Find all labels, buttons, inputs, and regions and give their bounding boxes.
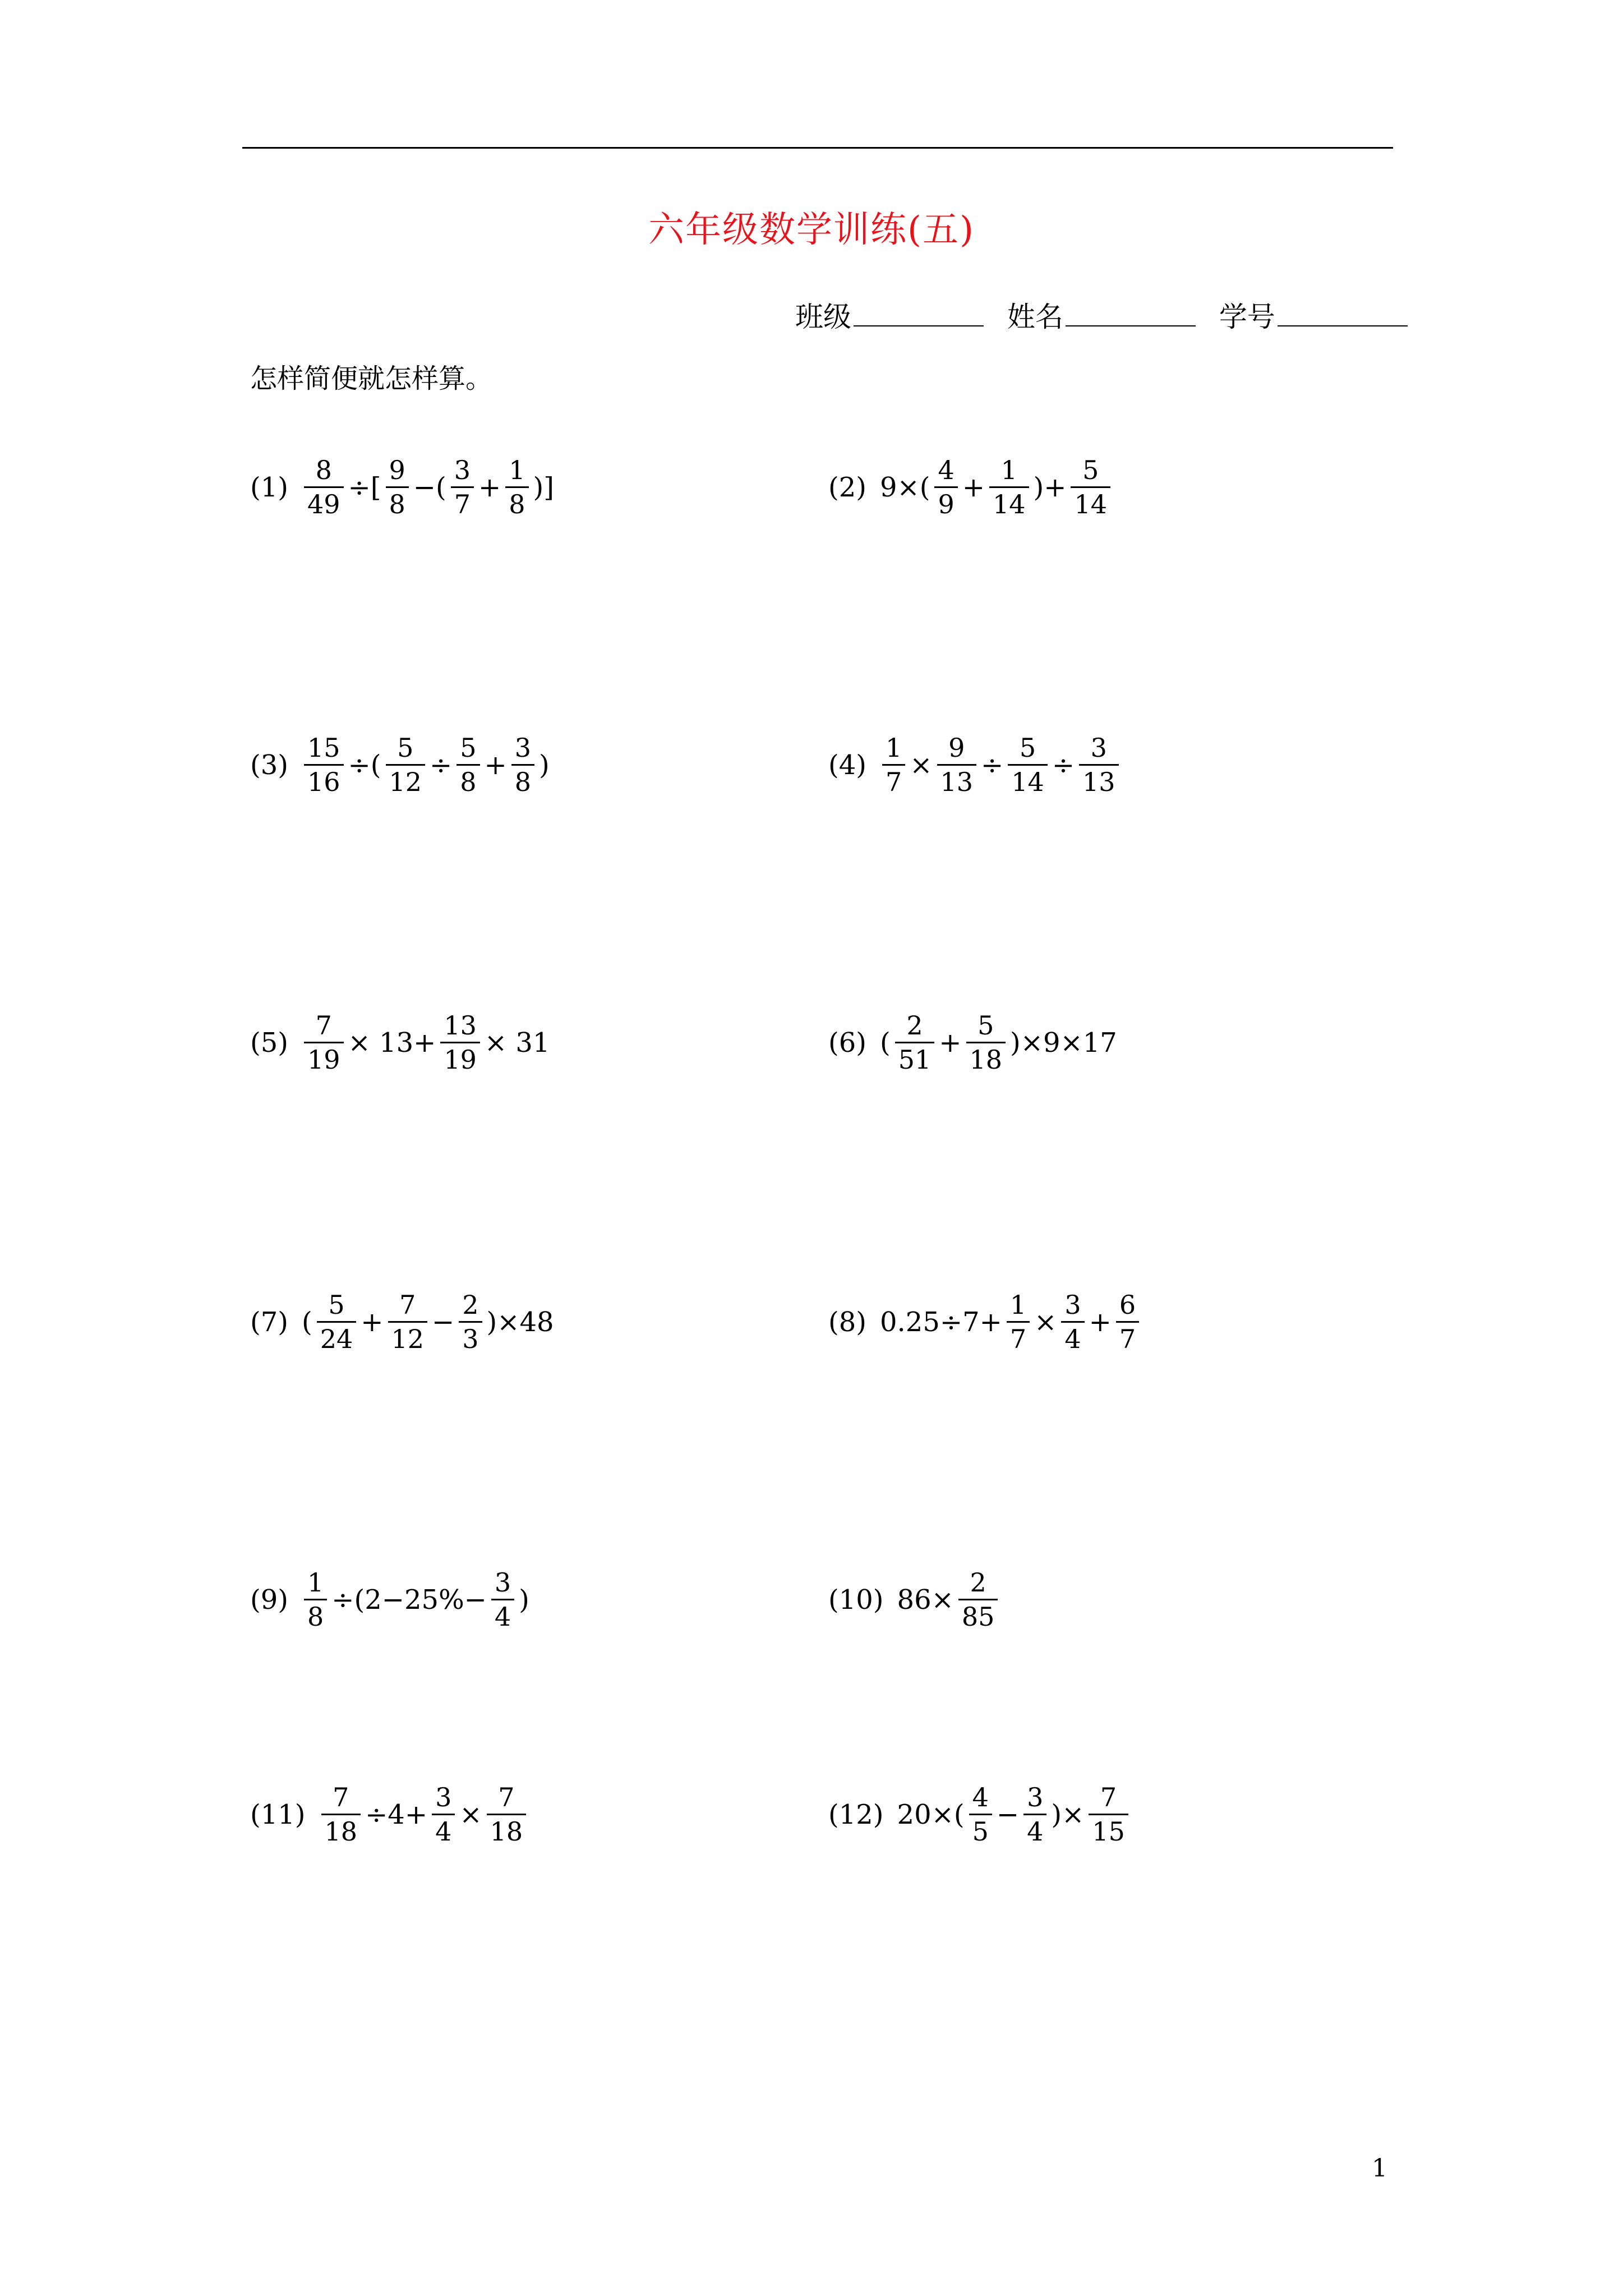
numerator: 2 — [906, 1010, 923, 1041]
denominator: 19 — [304, 1042, 344, 1073]
problem-number: (11) — [250, 1798, 306, 1830]
problem-number: (5) — [250, 1027, 288, 1059]
numerator: 1 — [1000, 455, 1017, 485]
numerator: 5 — [397, 733, 414, 763]
problem-number: (12) — [828, 1798, 884, 1830]
denominator: 8 — [457, 764, 479, 795]
operator-text: ÷ — [430, 749, 453, 781]
operator-text: 86× — [897, 1584, 954, 1616]
numerator: 2 — [462, 1290, 479, 1320]
problem-number: (4) — [828, 749, 866, 781]
fraction — [934, 457, 957, 517]
operator-text: ÷ — [1052, 749, 1075, 781]
fraction — [1007, 1292, 1030, 1352]
student-info — [795, 301, 1393, 331]
problem-3 — [250, 735, 551, 795]
problem-10 — [828, 1567, 1001, 1632]
expression — [301, 1010, 551, 1075]
expression — [301, 735, 551, 795]
denominator: 9 — [934, 486, 957, 517]
denominator: 7 — [451, 486, 474, 517]
id-field — [1219, 301, 1408, 331]
fraction — [1089, 1782, 1128, 1847]
fraction — [451, 457, 474, 517]
fraction — [386, 735, 426, 795]
numerator: 9 — [948, 733, 965, 763]
expression — [879, 1010, 1118, 1075]
expression — [301, 457, 555, 517]
operator-text: + — [1089, 1306, 1112, 1338]
problem-number: (7) — [250, 1306, 288, 1338]
fraction — [1008, 735, 1048, 795]
operator-text: + — [962, 471, 985, 503]
problem-number: (6) — [828, 1027, 866, 1059]
fraction — [304, 457, 344, 517]
page-number: 1 — [1372, 2154, 1387, 2183]
operator-text: )× — [1051, 1798, 1085, 1830]
numerator: 3 — [435, 1782, 452, 1812]
expression — [896, 1782, 1132, 1847]
problem-9 — [250, 1567, 531, 1632]
numerator: 6 — [1119, 1290, 1136, 1320]
operator-text: × — [1034, 1306, 1057, 1338]
denominator: 5 — [969, 1814, 992, 1844]
problem-number: (3) — [250, 749, 288, 781]
operator-text: −( — [413, 471, 446, 503]
denominator: 4 — [432, 1814, 455, 1844]
fraction — [511, 735, 534, 795]
numerator: 7 — [315, 1010, 332, 1041]
fraction — [317, 1292, 357, 1352]
fraction — [1061, 1292, 1084, 1352]
fraction — [1023, 1782, 1046, 1847]
denominator: 19 — [440, 1042, 480, 1073]
denominator: 8 — [304, 1599, 327, 1630]
operator-text: ( — [302, 1306, 312, 1338]
operator-text: ÷( — [348, 749, 381, 781]
expression — [879, 1292, 1142, 1352]
fraction — [304, 735, 344, 795]
name-blank[interactable] — [1066, 301, 1196, 326]
numerator: 4 — [972, 1782, 989, 1812]
numerator: 5 — [1082, 455, 1099, 485]
operator-text: )] — [533, 471, 554, 503]
expression — [879, 735, 1122, 795]
denominator: 18 — [487, 1814, 527, 1844]
numerator: 3 — [1090, 733, 1107, 763]
fraction — [432, 1782, 455, 1847]
numerator: 1 — [1009, 1290, 1027, 1320]
numerator: 8 — [315, 455, 332, 485]
problem-number: (2) — [828, 471, 866, 503]
fraction — [989, 457, 1029, 517]
fraction — [969, 1782, 992, 1847]
numerator: 3 — [1064, 1290, 1081, 1320]
numerator: 15 — [307, 733, 340, 763]
fraction — [958, 1567, 998, 1632]
problem-7 — [250, 1292, 555, 1352]
operator-text: ) — [539, 749, 550, 781]
operator-text: )×48 — [486, 1306, 554, 1338]
fraction — [386, 457, 409, 517]
class-field — [795, 301, 984, 331]
expression — [301, 1292, 555, 1352]
operator-text: 20×( — [897, 1798, 965, 1830]
denominator: 18 — [966, 1042, 1006, 1073]
operator-text: × 13+ — [348, 1027, 436, 1059]
fraction — [1079, 735, 1119, 795]
denominator: 7 — [882, 764, 905, 795]
fraction — [1116, 1292, 1139, 1352]
fraction — [440, 1010, 480, 1075]
operator-text: + — [939, 1027, 962, 1059]
operator-text: ÷ — [981, 749, 1004, 781]
numerator: 5 — [460, 733, 477, 763]
fraction — [304, 1567, 327, 1632]
operator-text: )×9×17 — [1010, 1027, 1117, 1059]
numerator: 4 — [938, 455, 955, 485]
denominator: 4 — [491, 1599, 514, 1630]
denominator: 14 — [1071, 486, 1110, 517]
denominator: 49 — [304, 486, 344, 517]
denominator: 51 — [895, 1042, 935, 1073]
expression — [318, 1782, 530, 1847]
denominator: 7 — [1007, 1321, 1030, 1352]
problem-number: (10) — [828, 1584, 884, 1616]
fraction — [966, 1010, 1006, 1075]
operator-text: × 31 — [484, 1027, 550, 1059]
denominator: 8 — [505, 486, 528, 517]
problem-number: (8) — [828, 1306, 866, 1338]
fraction — [388, 1292, 428, 1352]
operator-text: ÷(2−25%− — [331, 1584, 487, 1616]
id-blank[interactable] — [1278, 301, 1408, 326]
fraction — [304, 1010, 344, 1075]
class-label: 班级 — [795, 301, 851, 333]
operator-text: )+ — [1033, 471, 1067, 503]
operator-text: − — [996, 1798, 1020, 1830]
name-field — [1007, 301, 1196, 331]
operator-text: 9×( — [880, 471, 930, 503]
fraction — [491, 1567, 514, 1632]
instruction: 怎样简便就怎样算。 — [250, 363, 493, 394]
denominator: 14 — [1008, 764, 1048, 795]
expression — [301, 1567, 531, 1632]
numerator: 2 — [970, 1567, 986, 1598]
problem-2 — [828, 457, 1114, 517]
problem-number: (1) — [250, 471, 288, 503]
denominator: 14 — [989, 486, 1029, 517]
denominator: 4 — [1023, 1814, 1046, 1844]
numerator: 3 — [494, 1567, 511, 1598]
fraction — [1071, 457, 1110, 517]
fraction — [457, 735, 479, 795]
fraction — [882, 735, 905, 795]
fraction — [459, 1292, 482, 1352]
numerator: 1 — [509, 455, 525, 485]
operator-text: 0.25÷7+ — [880, 1306, 1002, 1338]
operator-text: × — [459, 1798, 482, 1830]
numerator: 13 — [444, 1010, 477, 1041]
expression — [879, 457, 1114, 517]
operator-text: ( — [880, 1027, 891, 1059]
denominator: 13 — [937, 764, 977, 795]
operator-text: ) — [519, 1584, 529, 1616]
denominator: 18 — [321, 1814, 361, 1844]
fraction — [505, 457, 528, 517]
operator-text: ÷4+ — [365, 1798, 428, 1830]
problem-12 — [828, 1782, 1132, 1847]
numerator: 3 — [514, 733, 532, 763]
numerator: 1 — [886, 733, 902, 763]
fraction — [487, 1782, 527, 1847]
operator-text: × — [910, 749, 933, 781]
fraction — [895, 1010, 935, 1075]
numerator: 5 — [1019, 733, 1036, 763]
page-title: 六年级数学训练(五) — [648, 209, 975, 251]
denominator: 8 — [511, 764, 534, 795]
operator-text: + — [361, 1306, 384, 1338]
denominator: 24 — [317, 1321, 357, 1352]
numerator: 7 — [399, 1290, 416, 1320]
denominator: 15 — [1089, 1814, 1128, 1844]
id-label: 学号 — [1219, 301, 1275, 333]
numerator: 1 — [307, 1567, 324, 1598]
problem-8 — [828, 1292, 1142, 1352]
denominator: 13 — [1079, 764, 1119, 795]
fraction — [321, 1782, 361, 1847]
numerator: 7 — [498, 1782, 515, 1812]
denominator: 4 — [1061, 1321, 1084, 1352]
problem-5 — [250, 1010, 551, 1075]
class-blank[interactable] — [854, 301, 984, 326]
denominator: 7 — [1116, 1321, 1139, 1352]
numerator: 7 — [333, 1782, 349, 1812]
problem-number: (9) — [250, 1584, 288, 1616]
denominator: 16 — [304, 764, 344, 795]
operator-text: + — [484, 749, 507, 781]
numerator: 7 — [1100, 1782, 1117, 1812]
problem-1 — [250, 457, 555, 517]
operator-text: + — [478, 471, 501, 503]
problem-6 — [828, 1010, 1118, 1075]
numerator: 9 — [389, 455, 405, 485]
numerator: 3 — [1027, 1782, 1044, 1812]
problem-4 — [828, 735, 1122, 795]
problem-11 — [250, 1782, 529, 1847]
fraction — [937, 735, 977, 795]
numerator: 3 — [454, 455, 471, 485]
denominator: 3 — [459, 1321, 482, 1352]
operator-text: − — [432, 1306, 455, 1338]
header-rule — [242, 147, 1393, 149]
name-label: 姓名 — [1007, 301, 1063, 333]
denominator: 12 — [388, 1321, 428, 1352]
numerator: 5 — [978, 1010, 994, 1041]
expression — [896, 1567, 1002, 1632]
denominator: 8 — [386, 486, 409, 517]
denominator: 12 — [386, 764, 426, 795]
numerator: 5 — [328, 1290, 345, 1320]
operator-text: ÷[ — [348, 471, 381, 503]
denominator: 85 — [958, 1599, 998, 1630]
